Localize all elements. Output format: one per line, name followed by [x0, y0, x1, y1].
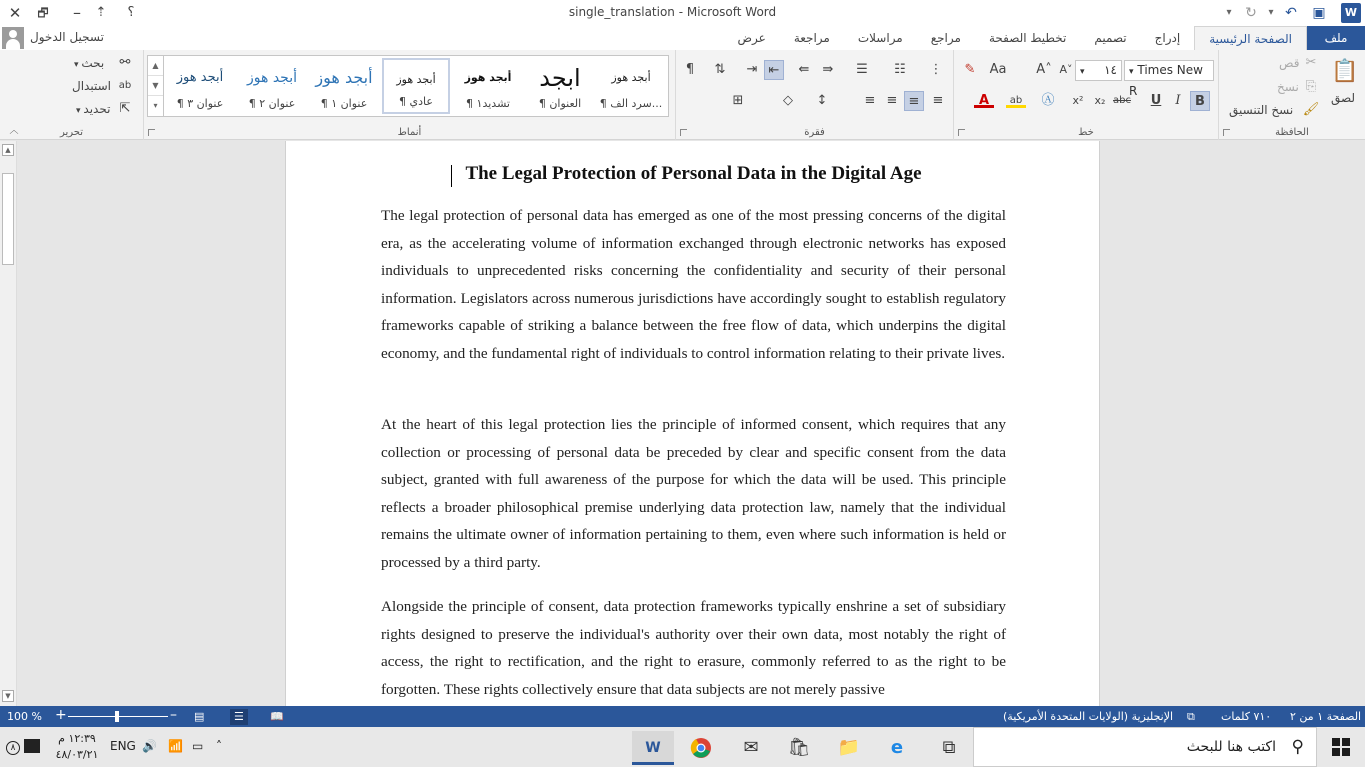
scroll-up-arrow-icon[interactable]: ▲	[2, 144, 14, 156]
tab-mailings[interactable]: مراسلات	[857, 31, 903, 45]
paragraph-3[interactable]: Alongside the principle of consent, data protection frameworks typically enshrine a set of subsidiary rights designed to preserve the individual's authority over their own data, most notably the right of access, the right to rectification, and the right to erasure, commonly referred to as the right to be forgotten. These rights collectively ensure that data subjects are not merely passive	[381, 598, 1006, 698]
paste-button[interactable]: لصق	[1331, 91, 1356, 105]
paragraph-group-label: فقرة	[804, 127, 825, 138]
highlight-icon[interactable]: ab	[1006, 91, 1026, 108]
align-left-icon[interactable]: ≡	[886, 93, 898, 108]
gallery-up-arrow-icon[interactable]: ▲	[148, 56, 163, 76]
clipboard-group-label: الحافظة	[1275, 127, 1309, 138]
print-layout-icon[interactable]: ☰	[230, 709, 248, 725]
numbering-icon[interactable]: ☷	[894, 62, 906, 77]
tab-file[interactable]: ملف	[1307, 26, 1365, 50]
clock[interactable]	[52, 731, 102, 763]
gallery-down-arrow-icon[interactable]: ▼	[148, 76, 163, 96]
replace-icon: ab	[118, 80, 132, 91]
user-area[interactable]	[0, 26, 120, 50]
tab-layout[interactable]: تخطيط الصفحة	[988, 31, 1067, 45]
document-page[interactable]	[285, 141, 1100, 706]
tab-references[interactable]: مراجع	[930, 31, 961, 45]
style-name: ¶ عنوان ٢	[248, 97, 296, 110]
taskbar-search-box[interactable]	[973, 727, 1317, 767]
font-dialog-launcher[interactable]	[958, 129, 965, 136]
paragraph-2[interactable]: At the heart of this legal protection lies the principle of informed consent, which requires that any collection or processing of personal data be preceded by clear and specific consent from the data subject, granted with full awareness of the purpose for which the data will be used. This principle reflects a broader philosophical premise underlying data protection law, namely that the individual remains the ultimate owner of information pertaining to them, even where such information is held or processed by a third party.	[381, 416, 1006, 571]
zoom-in-icon[interactable]: +	[55, 707, 67, 723]
cursor-icon: ⇱	[119, 101, 131, 116]
taskbar-store-icon[interactable]: 🛍	[787, 737, 811, 758]
format-painter-button[interactable]: نسخ التنسيق	[1229, 103, 1294, 117]
superscript-icon[interactable]: x²	[1072, 94, 1084, 107]
bold-icon[interactable]: B	[1190, 91, 1210, 111]
show-hidden-icons-icon[interactable]: ˄	[216, 739, 222, 753]
style-sample: أبجد هوز	[396, 73, 436, 86]
clipboard-dialog-launcher[interactable]	[1223, 129, 1230, 136]
style-sample: أبجد هوز	[247, 70, 297, 86]
word-logo-icon: W	[1341, 3, 1361, 23]
zoom-level[interactable]: 100 %	[7, 710, 42, 723]
decrease-indent-icon[interactable]: ⇚	[798, 62, 810, 77]
editing-group	[0, 50, 143, 140]
search-icon: ⚲	[1291, 737, 1304, 757]
undo-icon[interactable]: ↶	[1285, 5, 1297, 21]
rtl-direction-icon[interactable]: ⇤	[764, 60, 784, 80]
style-name: ¶ سرد الف...	[599, 97, 663, 110]
font-name-field[interactable]: ▾ Times New R	[1124, 60, 1214, 81]
chrome-logo-icon	[690, 737, 712, 759]
windows-logo-icon	[1342, 738, 1350, 746]
styles-group-label: أنماط	[397, 127, 422, 138]
wifi-icon[interactable]: 📶	[168, 739, 183, 753]
grow-font-icon[interactable]: A˄	[1036, 62, 1052, 77]
bullets-icon[interactable]: ⋮	[929, 62, 943, 77]
start-button[interactable]	[1317, 727, 1365, 767]
collapse-ribbon-icon[interactable]: ︿	[9, 126, 19, 136]
shrink-font-icon[interactable]: A˅	[1059, 63, 1073, 76]
copy-icon: ⎘	[1305, 79, 1317, 94]
windows-logo-icon	[1332, 748, 1340, 756]
select-button[interactable]: ▾ تحديد	[76, 102, 111, 116]
style-sample: أبجد هوز	[464, 71, 512, 84]
style-heading-1[interactable]	[310, 58, 378, 114]
shading-icon[interactable]: ◇	[783, 93, 793, 108]
taskbar-edge-icon[interactable]: e	[890, 737, 904, 758]
zoom-slider-thumb[interactable]	[115, 711, 119, 722]
input-language[interactable]: ENG	[110, 739, 136, 753]
language-status[interactable]: الإنجليزية (الولايات المتحدة الأمريكية)	[1003, 710, 1174, 723]
style-name: ¶ تشديد١	[466, 97, 510, 110]
scroll-down-arrow-icon[interactable]: ▼	[2, 690, 14, 702]
signin-link[interactable]: تسجيل الدخول	[30, 30, 104, 44]
status-bar	[0, 706, 1365, 727]
font-group-label: خط	[1078, 127, 1094, 138]
search-placeholder: اكتب هنا للبحث	[1186, 739, 1276, 755]
format-painter-icon: 🖌	[1302, 102, 1320, 117]
style-list-paragraph[interactable]	[597, 58, 665, 114]
line-spacing-icon[interactable]: ↕	[816, 93, 828, 108]
paste-icon[interactable]: 📋	[1331, 59, 1359, 84]
subscript-icon[interactable]: x₂	[1094, 94, 1106, 107]
font-group	[953, 50, 1218, 140]
user-avatar-icon	[2, 27, 24, 49]
style-normal[interactable]	[382, 58, 450, 114]
window-title: single_translation - Microsoft Word	[568, 5, 777, 19]
web-layout-icon[interactable]: ▤	[194, 710, 205, 723]
editing-group-label: تحرير	[59, 127, 84, 138]
word-count[interactable]: ٧١٠ كلمات	[1221, 710, 1272, 723]
quick-access-toolbar	[1205, 0, 1365, 26]
increase-indent-icon[interactable]: ⇛	[822, 62, 834, 77]
clock-time: ١٢:٣٩ م	[58, 732, 96, 745]
clipboard-group	[1218, 50, 1365, 140]
multilevel-list-icon[interactable]: ☰	[856, 62, 868, 77]
copy-button[interactable]: نسخ	[1277, 80, 1299, 94]
style-sample: أبجد هوز	[611, 71, 651, 84]
change-case-icon[interactable]: Aa	[989, 62, 1007, 77]
align-center-icon[interactable]: ≡	[904, 91, 924, 111]
style-name: ¶ عنوان ٣	[176, 97, 224, 110]
borders-icon[interactable]: ⊞	[732, 93, 744, 108]
read-mode-icon[interactable]: 📖	[270, 710, 284, 723]
styles-gallery	[147, 55, 669, 117]
page-number[interactable]: الصفحة ١ من ٢	[1290, 710, 1362, 723]
gallery-more-icon[interactable]: ▾	[153, 101, 158, 110]
ltr-direction-icon[interactable]: ⇥	[746, 62, 758, 77]
text-effects-icon[interactable]: Ⓐ	[1041, 93, 1055, 108]
tab-view[interactable]: عرض	[737, 31, 766, 45]
ribbon-tabs-row	[0, 26, 1365, 50]
undo-dropdown-icon[interactable]: ▾	[1268, 7, 1274, 18]
style-sample: ابجد	[539, 64, 581, 92]
minimize-window-button[interactable]: –	[73, 3, 81, 22]
close-window-button[interactable]: ✕	[8, 4, 22, 22]
clock-date: ٤٨/٠٣/٢١	[55, 748, 99, 761]
windows-logo-icon	[1332, 738, 1340, 746]
binoculars-icon: ⚯	[119, 55, 131, 70]
replace-button[interactable]: استبدال	[72, 79, 111, 93]
style-name: ¶ عادي	[399, 95, 433, 108]
ribbon	[0, 50, 1365, 140]
clear-formatting-icon[interactable]: ✎	[964, 62, 976, 77]
scissors-icon: ✂	[1305, 55, 1317, 70]
help-button[interactable]: ؟	[127, 5, 135, 20]
taskbar	[0, 727, 1365, 767]
style-intense-emphasis[interactable]	[454, 58, 522, 114]
ribbon-display-options-button[interactable]: ⇡	[95, 5, 107, 20]
style-name: ¶ عنوان ١	[320, 97, 368, 110]
paragraph-group	[675, 50, 953, 140]
save-icon[interactable]: ▣	[1312, 5, 1326, 21]
windows-logo-icon	[1342, 748, 1350, 756]
taskbar-file-explorer-icon[interactable]: 📁	[837, 737, 861, 758]
cut-button[interactable]: قص	[1279, 56, 1300, 70]
align-right-icon[interactable]: ≡	[932, 93, 944, 108]
sort-icon[interactable]: ⇅	[714, 62, 726, 77]
notification-badge[interactable]: ٨	[6, 741, 20, 755]
tab-review[interactable]: مراجعة	[793, 31, 830, 45]
task-view-icon[interactable]: ⧉	[942, 737, 956, 758]
font-size-field[interactable]: ▾ ١٤	[1075, 60, 1122, 81]
style-title[interactable]	[526, 58, 594, 114]
vertical-scrollbar[interactable]	[0, 141, 17, 706]
ribbon-tabs	[724, 26, 1307, 50]
style-heading-3[interactable]	[166, 58, 234, 114]
taskbar-chrome-icon[interactable]	[680, 731, 722, 765]
paragraph-dialog-launcher[interactable]	[680, 129, 687, 136]
styles-dialog-launcher[interactable]	[148, 129, 155, 136]
taskbar-word-icon[interactable]: W	[632, 731, 674, 765]
style-name: ¶ العنوان	[538, 97, 582, 110]
taskbar-mail-icon[interactable]: ✉	[743, 737, 759, 758]
justify-icon[interactable]: ≡	[864, 93, 876, 108]
italic-icon[interactable]: I	[1175, 93, 1181, 108]
underline-icon[interactable]: U	[1150, 93, 1162, 108]
gallery-scroll	[148, 56, 164, 116]
proofing-icon[interactable]: ⧉	[1187, 710, 1195, 723]
tab-home[interactable]: الصفحة الرئيسية	[1194, 26, 1307, 50]
restore-window-button[interactable]: 🗗	[37, 6, 49, 20]
zoom-out-icon[interactable]: –	[170, 707, 177, 723]
tab-insert[interactable]: إدراج	[1154, 31, 1181, 45]
document-title[interactable]: The Legal Protection of Personal Data in the Digital Age	[381, 163, 1006, 185]
tab-design[interactable]: تصميم	[1094, 31, 1127, 45]
style-sample: أبجد هوز	[315, 68, 373, 87]
show-formatting-marks-icon[interactable]: ¶	[685, 62, 695, 77]
paragraph-1[interactable]: The legal protection of personal data has emerged as one of the most pressing concerns of the digital era, as the accelerating volume of information exchanged through electronic networks has exposed individuals to unprecedented risks concerning the confidentiality and security of their personal information. Legislators across numerous jurisdictions have accordingly sought to establish regulatory frameworks capable of striking a balance between the free flow of data, which underpins the digital economy, and the fundamental right of individuals to control information relating to their private lives.	[381, 207, 1006, 362]
customize-qat-icon[interactable]: ▾	[1226, 7, 1232, 18]
font-color-icon[interactable]: A	[974, 91, 994, 108]
style-heading-2[interactable]	[238, 58, 306, 114]
style-sample: أبجد هوز	[176, 70, 224, 85]
scroll-thumb[interactable]	[2, 173, 14, 265]
strikethrough-icon[interactable]: abc	[1113, 95, 1131, 106]
volume-icon[interactable]: 🔊	[142, 739, 157, 753]
title-bar	[0, 0, 1365, 26]
action-center-icon[interactable]	[24, 739, 40, 753]
document-area	[0, 141, 1365, 706]
find-button[interactable]: ▾ بحث	[74, 56, 105, 70]
battery-icon[interactable]: ▭	[192, 739, 204, 753]
redo-icon[interactable]: ↻	[1245, 5, 1257, 21]
